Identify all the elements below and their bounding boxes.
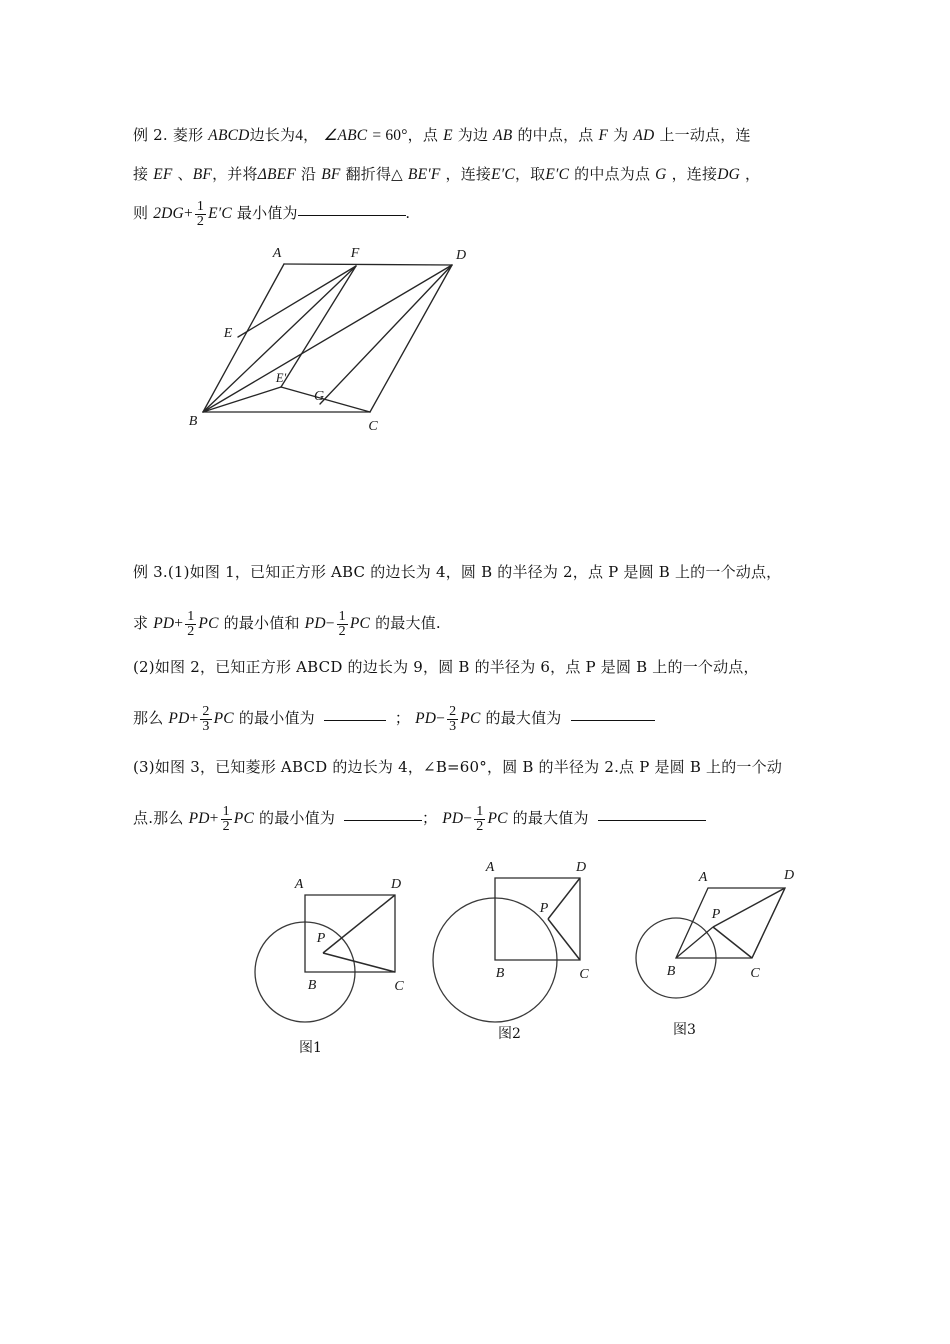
p2l2-t5: 翻折得△ xyxy=(345,165,403,183)
p3p2l2-t3: ； xyxy=(394,709,411,727)
label-B-fig3: B xyxy=(666,964,676,979)
p2l1-t7: 为 xyxy=(613,126,629,144)
figure2-caption: 图2 xyxy=(498,1026,521,1042)
label-Eprime-p2: E' xyxy=(275,371,287,385)
p2l1-t3: ， xyxy=(303,126,319,144)
p2l3-m1: 2DG xyxy=(153,205,184,222)
segment-PD-fig3 xyxy=(713,888,785,927)
p2l1-m4: E xyxy=(443,127,453,144)
p3p2l2-m1: PD xyxy=(168,710,190,727)
fraction-denominator: 2 xyxy=(187,624,195,640)
p3p2l2-m4: PC xyxy=(460,710,481,727)
segment-PC-fig2 xyxy=(548,919,580,960)
p2l2-t2: 、 xyxy=(177,165,193,183)
p3p2l2-t4: 的最大值为 xyxy=(485,709,562,727)
p2l2-t3: ，并将 xyxy=(212,165,258,183)
p3p1l2-op2: − xyxy=(325,615,335,632)
p2l1-m5: AB xyxy=(493,127,513,144)
fraction-numerator: 2 xyxy=(202,703,210,719)
p3p1l2-op1: + xyxy=(174,615,184,632)
p2l1-m3: ∠ABC xyxy=(323,127,368,144)
label-C-fig2: C xyxy=(579,967,589,982)
p2l2-t4: 沿 xyxy=(301,165,317,183)
p3p3l2-t4: 的最大值为 xyxy=(512,809,589,827)
p3p1l2-t2: 的最小值和 xyxy=(223,614,300,632)
p3p3l2-t2: 的最小值为 xyxy=(259,809,336,827)
fraction-denominator: 3 xyxy=(202,719,210,735)
p3p3l2-t3: ； xyxy=(422,809,438,827)
fraction-denominator: 2 xyxy=(338,624,346,640)
p2l3-op: + xyxy=(183,205,193,222)
figure3-group xyxy=(636,888,785,998)
label-F-p2: F xyxy=(350,246,360,261)
p2l2-m8: G xyxy=(655,166,667,183)
fraction-denominator: 2 xyxy=(196,214,205,230)
label-P-fig1: P xyxy=(316,931,326,946)
segment-DC-fig3 xyxy=(752,888,785,958)
p2l2-m5: BE′F xyxy=(407,166,441,183)
p2l3-m2: E′C xyxy=(208,205,232,222)
label-D-fig2: D xyxy=(575,860,587,875)
problem3-label: 例 3.(1) xyxy=(133,563,190,581)
segment-PD-fig1 xyxy=(323,895,395,953)
figure1-caption: 图1 xyxy=(299,1040,322,1056)
fraction-numerator: 1 xyxy=(338,608,346,624)
figure3-caption: 图3 xyxy=(673,1022,696,1038)
label-P-fig3: P xyxy=(711,907,721,922)
p2l2-m1: EF xyxy=(153,166,173,183)
label-B-fig2: B xyxy=(495,966,505,981)
p3p1l2-t1: 求 xyxy=(133,614,149,632)
label-D-p2: D xyxy=(455,248,467,263)
p2l2-m6: E′C xyxy=(491,166,515,183)
fraction-numerator: 1 xyxy=(187,608,195,624)
p3p3l2-t1: 点.那么 xyxy=(133,809,184,827)
p2l1-m3b: = 60° xyxy=(372,127,408,144)
p2l2-t6: ，连接 xyxy=(445,165,492,183)
p2l2-t8: 的中点为点 xyxy=(574,165,651,183)
p2l1-t1: 菱形 xyxy=(172,126,204,144)
label-D-fig3: D xyxy=(783,868,795,883)
p3p3l2-op2: − xyxy=(463,810,473,827)
p3p1l2-m1: PD xyxy=(153,615,175,632)
p2l2-m2: BF xyxy=(192,166,213,183)
label-A-fig2: A xyxy=(485,860,495,875)
p3p1l2-m3: PD xyxy=(304,615,326,632)
segment-BP-fig3 xyxy=(676,927,713,958)
fraction-numerator: 1 xyxy=(476,803,484,819)
p3p1l2-m4: PC xyxy=(349,615,371,632)
label-A-fig1: A xyxy=(294,877,304,892)
p3p2l2-t1: 那么 xyxy=(133,709,164,727)
p3p1l2-t3: 的最大值. xyxy=(375,614,441,632)
p2l2-t9: ，连接 xyxy=(671,165,718,183)
problem2-label: 例 2. xyxy=(133,126,168,144)
label-P-fig2: P xyxy=(539,901,549,916)
p3p2l2-op2: − xyxy=(436,710,446,727)
fraction-denominator: 2 xyxy=(476,819,484,835)
p2l2-m4: BF xyxy=(321,166,341,183)
p2l2-t1: 接 xyxy=(133,165,149,183)
p3p2l1-t1: (2)如图 2，已知正方形 ABCD 的边长为 9，圆 B 的半径为 6，点 P 是圆 B 上的一个动点， xyxy=(133,658,759,676)
segment-PD-fig2 xyxy=(548,878,580,919)
p3p2l2-t2: 的最小值为 xyxy=(238,709,315,727)
p3p3l2-m3: PD xyxy=(442,810,464,827)
label-A-fig3: A xyxy=(698,870,708,885)
label-G-p2: G xyxy=(313,389,325,404)
p3p3l2-op1: + xyxy=(209,810,219,827)
label-C-p2: C xyxy=(368,419,378,434)
p3p2l2-m2: PC xyxy=(213,710,234,727)
label-B-fig1: B xyxy=(307,978,317,993)
p3p3l1-t1: (3)如图 3，已知菱形 ABCD 的边长为 4，∠B=60°，圆 B 的半径为 2.点 P 是圆 B 上的一个动 xyxy=(133,758,783,776)
p3p1l1-t1: 如图 1，已知正方形 ABC 的边长为 4，圆 B 的半径为 2，点 P 是圆 B 上的一个动点， xyxy=(189,563,782,581)
fraction-denominator: 2 xyxy=(222,819,230,835)
segment-PC-fig3 xyxy=(713,927,752,958)
label-A-p2: A xyxy=(272,246,282,261)
fraction-denominator: 3 xyxy=(449,719,457,735)
p2l1-m1: ABCD xyxy=(208,127,250,144)
square-ABCD-fig2 xyxy=(495,878,580,960)
p2l1-t2: 边长为 xyxy=(249,126,296,144)
p2l1-t6: 的中点，点 xyxy=(517,126,594,144)
label-E-p2: E xyxy=(223,326,233,341)
p2l3-t3: . xyxy=(405,205,410,222)
label-C-fig1: C xyxy=(394,979,404,994)
p2l1-t4: ，点 xyxy=(407,126,439,144)
p2l3-t1: 则 xyxy=(133,204,149,222)
fraction-numerator: 2 xyxy=(449,703,457,719)
label-D-fig1: D xyxy=(390,877,402,892)
p3p3l2-m4: PC xyxy=(487,810,508,827)
p2l2-m7: E′C xyxy=(545,166,570,183)
p2l2-m9: DG xyxy=(717,166,740,183)
p3p3l2-m1: PD xyxy=(188,810,210,827)
fraction-numerator: 1 xyxy=(222,803,230,819)
p2l2-m3: ΔBEF xyxy=(257,166,297,183)
p2l1-t5: 为边 xyxy=(457,126,489,144)
fraction-numerator: 1 xyxy=(196,198,205,214)
figure1-group xyxy=(255,895,395,1022)
p3p2l2-op1: + xyxy=(189,710,199,727)
label-B-p2: B xyxy=(188,414,198,429)
p2l1-t8: 上一动点，连 xyxy=(659,126,751,144)
p2l2-t10: ， xyxy=(744,165,761,183)
p3p1l2-m2: PC xyxy=(198,615,219,632)
segment-PC-fig1 xyxy=(323,953,395,972)
p2l1-m6: F xyxy=(598,127,609,144)
p2l1-m7: AD xyxy=(633,127,655,144)
p3p2l2-m3: PD xyxy=(415,710,437,727)
figure2-group xyxy=(433,878,580,1022)
p3p3l2-m2: PC xyxy=(233,810,255,827)
p2l3-t2: 最小值为 xyxy=(236,204,298,222)
p2l2-t7: ，取 xyxy=(514,165,546,183)
label-C-fig3: C xyxy=(750,966,760,981)
p2l1-m2: 4 xyxy=(295,127,304,144)
